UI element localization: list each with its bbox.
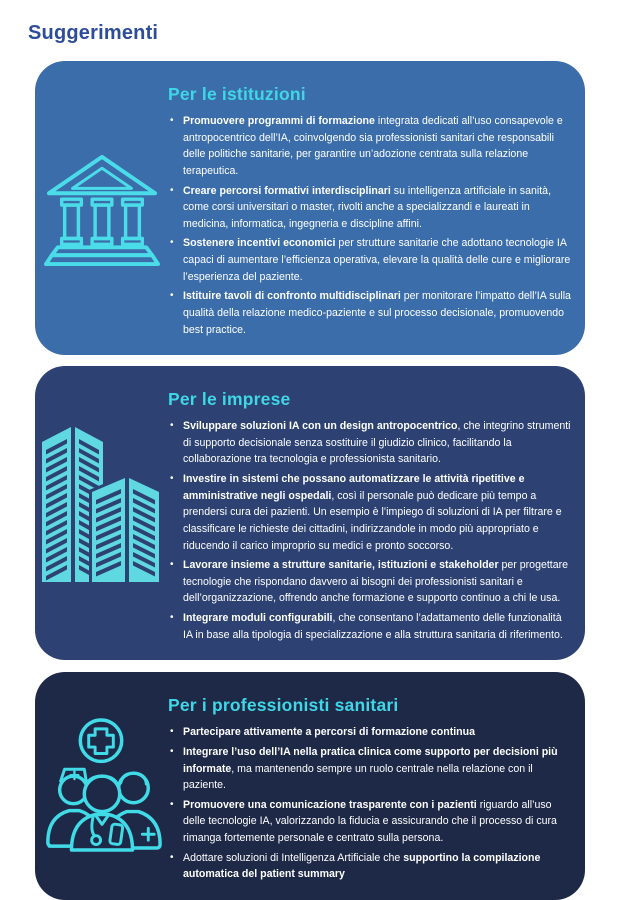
- card-icon-column: [35, 672, 168, 900]
- list-item: • Partecipare attivamente a percorsi di formazione continua: [168, 724, 572, 741]
- list-item: • Integrare moduli configurabili, che consentano l’adattamento delle funzionalità IA in base alla tipologia di specializzazione e alla struttura sanitaria di riferimento.: [168, 610, 572, 643]
- list-item: • Adottare soluzioni di Intelligenza Artificiale che supportino la compilazione automatica del patient summary: [168, 850, 572, 883]
- list-item: • Promuovere una comunicazione trasparente con i pazienti riguardo all’uso delle tecnologie IA, valorizzando la fiducia e assicurando che il processo di cura rimanga fortemente personale e centrato sulla persona.: [168, 797, 572, 847]
- medical-team-icon: [38, 716, 166, 853]
- card-title: Per le istituzioni: [168, 84, 306, 104]
- card-content: [168, 61, 585, 355]
- list-item: • Sostenere incentivi economici per strutture sanitarie che adottano tecnologie IA capaci di aumentare l’efficienza operativa, elevare la qualità delle cure e migliorare l’esperienza del paziente.: [168, 235, 572, 285]
- card-title: Per i professionisti sanitari: [168, 695, 399, 716]
- bullet-list: [168, 724, 572, 883]
- list-item: • Promuovere programmi di formazione integrata dedicati all’uso consapevole e antropocentrico dell’IA, coinvolgendo sia professionisti sanitari che responsabili delle politiche sanitarie, per garantire un’adozione centrata sulla relazione terapeutica.: [168, 113, 572, 180]
- card-content: [168, 366, 585, 660]
- list-item: • Sviluppare soluzioni IA con un design antropocentrico, che integrino strumenti di supporto decisionale senza sostituire il giudizio clinico, facilitando la collaborazione tra tecnologia e professionista sanitario.: [168, 418, 572, 468]
- bank-icon: [44, 150, 160, 267]
- list-item: • Istituire tavoli di confronto multidisciplinari per monitorare l’impatto dell’IA sulla qualità della relazione medico-paziente e sul processo decisionale, promuovendo best practice.: [168, 288, 572, 338]
- page-title: Suggerimenti: [28, 22, 159, 44]
- card-icon-column: [35, 366, 168, 660]
- card-professionals: [35, 672, 585, 900]
- document-page: [0, 22, 619, 881]
- bullet-list: [168, 418, 572, 643]
- list-item: • Integrare l’uso dell’IA nella pratica clinica come supporto per decisioni più informate, ma mantenendo sempre un ruolo centrale nella relazione con il paziente.: [168, 744, 572, 794]
- list-item: • Lavorare insieme a strutture sanitarie, istituzioni e stakeholder per progettare tecnologie che rispondano davvero ai bisogni dei professionisti sanitari e dell’organizzazione, offrendo anche formazione e supporto continuo a chi le usa.: [168, 557, 572, 607]
- card-icon-column: [35, 61, 168, 355]
- list-item: • Creare percorsi formativi interdisciplinari su intelligenza artificiale in sanità, come corsi universitari o master, rivolti anche a specializzandi e laureati in medicina, informatica, ingegneria e discipline affini.: [168, 183, 572, 233]
- card-institutions: [35, 61, 585, 355]
- card-title: Per le imprese: [168, 389, 291, 410]
- list-item: • Investire in sistemi che possano automatizzare le attività ripetitive e amministrative negli ospedali, così il personale può dedicare più tempo a prendersi cura dei pazienti. Un esempio è l’impiego di soluzioni di IA per filtrare e classificare le richieste dei cittadini, indirizzandole in modo più appropriato e riducendo il carico improprio su medici e pronto soccorso.: [168, 471, 572, 554]
- bullet-list: [168, 113, 572, 338]
- card-content: [168, 672, 585, 900]
- card-companies: [35, 366, 585, 660]
- buildings-icon: [40, 420, 162, 582]
